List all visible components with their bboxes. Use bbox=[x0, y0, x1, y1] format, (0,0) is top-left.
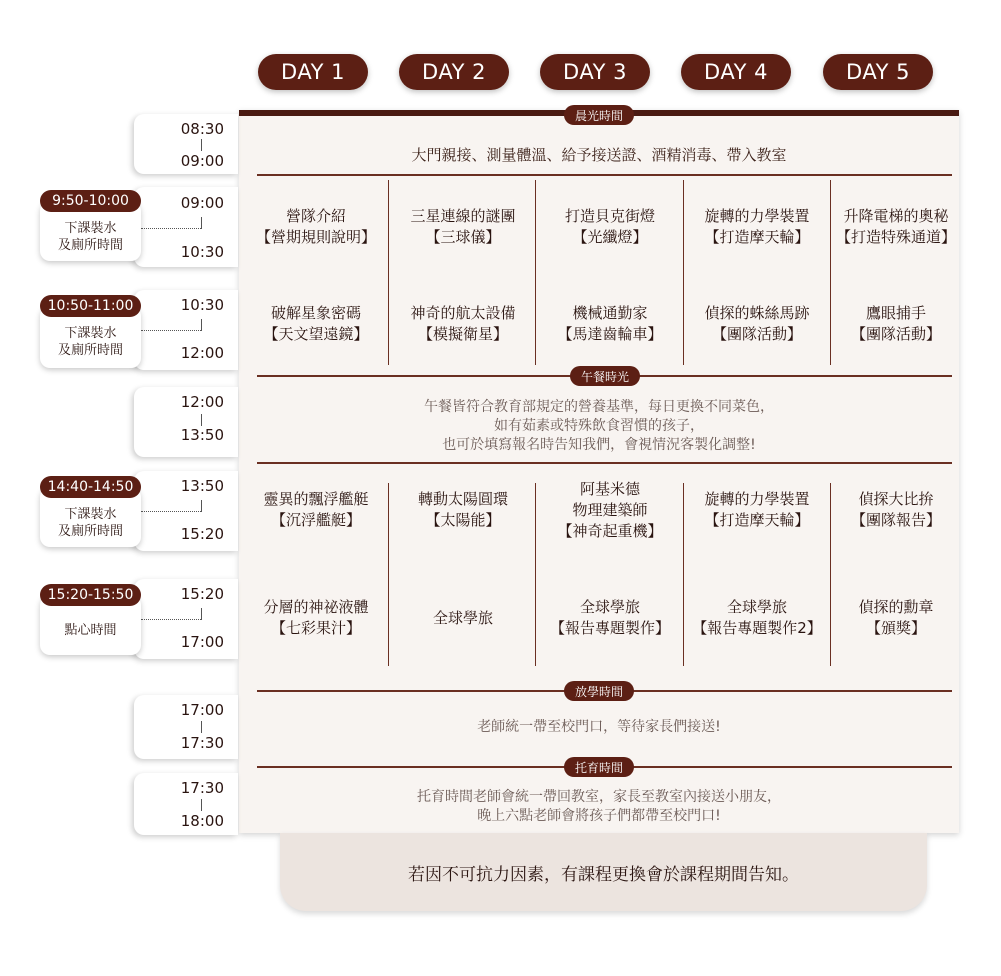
break-connector bbox=[141, 330, 201, 331]
time-card: 13:50 15:20 bbox=[134, 471, 238, 551]
break-connector bbox=[141, 228, 201, 229]
course-cell: 全球學旅 【報告專題製作】 bbox=[549, 598, 670, 637]
morning-text: 大門親接、測量體溫、給予接送證、酒精消毒、帶入教室 bbox=[411, 146, 787, 164]
time-card: 15:20 17:00 bbox=[134, 579, 238, 659]
break-label: 下課裝水 及廁所時間 bbox=[57, 326, 123, 358]
break-label: 下課裝水 及廁所時間 bbox=[57, 507, 123, 539]
morning-label: 晨光時間 bbox=[564, 105, 634, 125]
time-card: 12:00 13:50 bbox=[134, 387, 238, 457]
course-cell: 鷹眼捕手 【團隊活動】 bbox=[850, 304, 941, 343]
day-1-pill: DAY 1 bbox=[258, 54, 368, 90]
divider bbox=[257, 462, 952, 464]
dismissal-text: 老師統一帶至校門口，等待家長們接送! bbox=[477, 719, 721, 735]
time-separator bbox=[201, 500, 202, 512]
course-cell: 轉動太陽圓環 【太陽能】 bbox=[417, 490, 508, 529]
course-cell: 分層的神祕液體 【七彩果汁】 bbox=[263, 598, 369, 637]
time-separator bbox=[201, 608, 202, 620]
course-cell: 三星連線的謎團 【三球儀】 bbox=[410, 207, 516, 246]
divider bbox=[257, 174, 952, 176]
course-cell: 機械通勤家 【馬達齒輪車】 bbox=[557, 304, 663, 343]
day-5-pill: DAY 5 bbox=[823, 54, 933, 90]
time-separator bbox=[201, 217, 202, 229]
break-connector bbox=[141, 619, 201, 620]
time-separator bbox=[201, 799, 202, 811]
daycare-label: 托育時間 bbox=[564, 757, 634, 777]
lunch-text: 午餐皆符合教育部規定的營養基準，每日更換不同菜色， 如有茹素或特殊飲食習慣的孩子， 也可於填寫報名時告知我們，會視情況客製化調整! bbox=[424, 399, 774, 453]
break-label: 下課裝水 及廁所時間 bbox=[57, 221, 123, 253]
course-cell: 打造貝克街燈 【光纖燈】 bbox=[564, 207, 655, 246]
time-separator bbox=[201, 414, 202, 426]
course-cell: 靈異的飄浮艦艇 【沉浮艦艇】 bbox=[263, 490, 369, 529]
notice-banner: 若因不可抗力因素，有課程更換會於課程期間告知。 bbox=[280, 833, 927, 911]
course-cell: 阿基米德 物理建築師 【神奇起重機】 bbox=[557, 480, 663, 540]
break-time-badge: 14:40-14:50 bbox=[40, 476, 141, 498]
break-card bbox=[40, 479, 141, 547]
course-cell: 旋轉的力學裝置 【打造摩天輪】 bbox=[704, 490, 810, 529]
dismissal-label: 放學時間 bbox=[564, 681, 634, 701]
time-separator bbox=[201, 319, 202, 331]
time-card: 17:00 17:30 bbox=[134, 695, 238, 759]
time-card: 17:30 18:00 bbox=[134, 773, 238, 835]
course-cell: 偵探的勳章 【頒獎】 bbox=[858, 598, 934, 637]
break-card bbox=[40, 587, 141, 655]
daycare-text: 托育時間老師會統一帶回教室，家長至教室內接送小朋友， 晚上六點老師會將孩子們都帶至校門口! bbox=[417, 789, 781, 824]
break-time-badge: 15:20-15:50 bbox=[40, 584, 141, 606]
day-2-pill: DAY 2 bbox=[399, 54, 509, 90]
break-label: 點心時間 bbox=[64, 623, 117, 638]
day-4-pill: DAY 4 bbox=[681, 54, 791, 90]
time-card: 09:00 10:30 bbox=[134, 187, 238, 267]
course-cell: 全球學旅 【報告專題製作2】 bbox=[692, 598, 822, 637]
time-separator bbox=[201, 139, 202, 151]
break-card bbox=[40, 298, 141, 368]
lunch-label: 午餐時光 bbox=[570, 366, 640, 386]
course-cell: 全球學旅 bbox=[432, 609, 493, 627]
course-cell: 破解星象密碼 【天文望遠鏡】 bbox=[263, 304, 369, 343]
course-cell: 神奇的航太設備 【模擬衛星】 bbox=[410, 304, 516, 343]
break-connector bbox=[141, 511, 201, 512]
course-cell: 營隊介紹 【營期規則說明】 bbox=[255, 207, 376, 246]
course-cell: 偵探的蛛絲馬跡 【團隊活動】 bbox=[704, 304, 810, 343]
course-cell: 偵探大比拚 【團隊報告】 bbox=[850, 490, 941, 529]
break-time-badge: 10:50-11:00 bbox=[40, 295, 141, 317]
day-3-pill: DAY 3 bbox=[540, 54, 650, 90]
course-cell: 升降電梯的奧秘 【打造特殊通道】 bbox=[835, 207, 956, 246]
break-time-badge: 9:50-10:00 bbox=[40, 190, 141, 212]
time-card: 08:30 09:00 bbox=[134, 114, 238, 174]
course-cell: 旋轉的力學裝置 【打造摩天輪】 bbox=[704, 207, 810, 246]
time-card: 10:30 12:00 bbox=[134, 290, 238, 370]
time-separator bbox=[201, 721, 202, 733]
break-card bbox=[40, 193, 141, 261]
